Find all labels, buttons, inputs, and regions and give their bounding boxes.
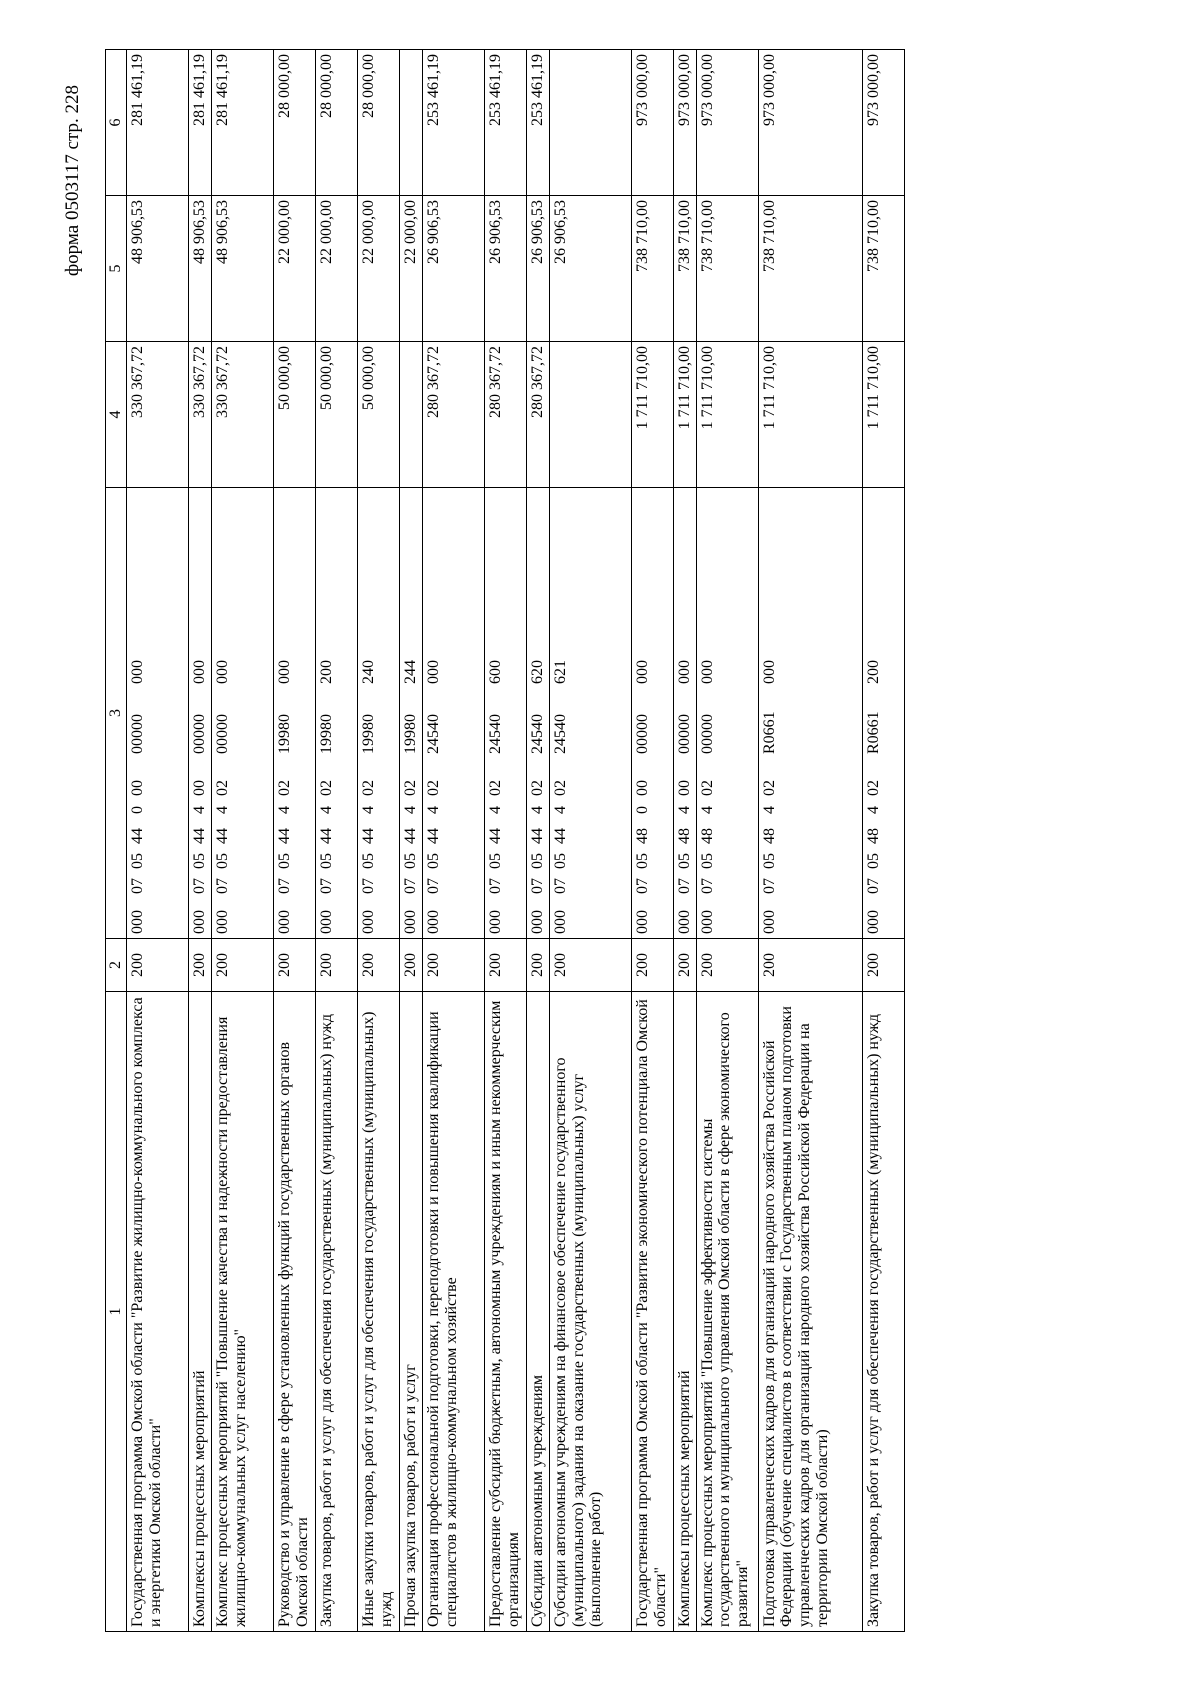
budget-code-part: 07 [275,878,293,894]
budget-code-part: 19980 [275,714,293,754]
table-row [357,50,399,1632]
budget-code-part: 07 [633,878,651,894]
budget-code-part: 48 [675,828,693,844]
budget-code-part: 07 [128,878,146,894]
budget-code-part: 00000 [213,714,231,754]
table-row [696,50,758,1632]
row-name: Комплексы процессных мероприятий [673,992,696,1632]
budget-code-part: 05 [633,853,651,869]
budget-code-part: 4 [698,806,716,814]
row-amount-c5: 48 906,53 [126,196,188,342]
budget-code-part: 44 [213,828,231,844]
budget-code-part: 4 [359,806,377,814]
table-row [484,50,526,1632]
budget-code-part: 000 [698,660,716,684]
row-amount-c5: 22 000,00 [357,196,399,342]
table-row [631,50,673,1632]
row-amount-c6: 253 461,19 [484,50,526,196]
row-amount-c4: 330 367,72 [126,342,188,488]
budget-code-part: 07 [675,878,693,894]
budget-code-part: 00000 [190,714,208,754]
budget-code-part: 4 [213,806,231,814]
budget-code-part: 05 [528,853,546,869]
budget-code-part: 000 [359,910,377,934]
table-row [526,50,549,1632]
budget-code-part: 05 [128,853,146,869]
budget-code-part: 07 [698,878,716,894]
budget-code-part: 44 [424,828,442,844]
budget-code-part: 02 [213,780,231,796]
row-name: Организация профессиональной подготовки, переподготовки и повышения квалификации специалистов в жилищно-коммунальном хозяйстве [422,992,484,1632]
row-code: 200 [549,939,631,992]
row-amount-c4: 1 711 710,00 [862,342,904,488]
row-name: Субсидии автономным учреждениям на финансовое обеспечение государственного (муниципального) задания на оказание государственных (муниципальных) услуг (выполнение работ) [549,992,631,1632]
row-amount-c6: 973 000,00 [696,50,758,196]
budget-code-part: 600 [486,660,504,684]
table-row [549,50,631,1632]
row-amount-c6 [549,50,631,196]
row-name: Государственная программа Омской области "Развитие жилищно-коммунального комплекса и энергетики Омской области" [126,992,188,1632]
budget-code-part: 02 [528,780,546,796]
row-code: 200 [862,939,904,992]
row-amount-c4: 50 000,00 [273,342,315,488]
budget-code-part: 05 [190,853,208,869]
table-row [315,50,357,1632]
row-amount-c5: 738 710,00 [758,196,862,342]
row-amount-c4: 1 711 710,00 [673,342,696,488]
row-amount-c6: 973 000,00 [862,50,904,196]
row-name: Комплекс процессных мероприятий "Повышение эффективности системы государственного и муниципального управления Омской области в сфере экономического развития" [696,992,758,1632]
row-name: Комплекс процессных мероприятий "Повышение качества и надежности предоставления жилищно-коммунальных услуг населению" [211,992,273,1632]
budget-code-part: 4 [275,806,293,814]
column-header: 1 [106,992,127,1632]
row-budget-code [126,488,188,939]
budget-code-part: 07 [317,878,335,894]
budget-code-part: 000 [213,660,231,684]
budget-code-part: 00000 [633,714,651,754]
row-budget-code [399,488,422,939]
row-code: 200 [631,939,673,992]
budget-code-part: 000 [633,660,651,684]
row-amount-c6: 973 000,00 [673,50,696,196]
budget-code-part: 44 [190,828,208,844]
row-budget-code [673,488,696,939]
row-budget-code [526,488,549,939]
budget-code-part: 620 [528,660,546,684]
row-budget-code [357,488,399,939]
table-body [126,50,904,1632]
row-budget-code [273,488,315,939]
budget-code-part: 000 [190,910,208,934]
row-code: 200 [188,939,211,992]
row-amount-c4: 50 000,00 [357,342,399,488]
row-amount-c6: 973 000,00 [758,50,862,196]
budget-code-part: R0661 [864,711,882,754]
budget-code-part: 02 [275,780,293,796]
budget-code-part: 000 [551,910,569,934]
row-amount-c6: 28 000,00 [273,50,315,196]
budget-code-part: 07 [528,878,546,894]
row-name: Прочая закупка товаров, работ и услуг [399,992,422,1632]
row-budget-code [862,488,904,939]
budget-code-part: 02 [551,780,569,796]
row-amount-c4: 280 367,72 [422,342,484,488]
budget-code-part: 000 [528,910,546,934]
budget-code-part: 07 [190,878,208,894]
budget-code-part: 05 [359,853,377,869]
row-amount-c6: 28 000,00 [315,50,357,196]
row-code: 200 [273,939,315,992]
budget-code-part: 44 [317,828,335,844]
budget-code-part: 02 [359,780,377,796]
row-name: Субсидии автономным учреждениям [526,992,549,1632]
row-code: 200 [315,939,357,992]
budget-code-part: 4 [675,806,693,814]
budget-code-part: 07 [486,878,504,894]
budget-code-part: 02 [486,780,504,796]
row-amount-c6: 253 461,19 [422,50,484,196]
row-name: Государственная программа Омской области "Развитие экономического потенциала Омской области" [631,992,673,1632]
row-code: 200 [126,939,188,992]
budget-code-part: 00 [190,780,208,796]
row-budget-code [315,488,357,939]
row-budget-code [631,488,673,939]
column-header: 6 [106,50,127,196]
budget-code-part: 19980 [401,714,419,754]
budget-code-part: 44 [551,828,569,844]
budget-code-part: 48 [760,828,778,844]
budget-code-part: R0661 [760,711,778,754]
budget-code-part: 00000 [675,714,693,754]
budget-code-part: 44 [128,828,146,844]
row-budget-code [188,488,211,939]
budget-code-part: 05 [275,853,293,869]
budget-code-part: 000 [275,660,293,684]
budget-code-part: 000 [190,660,208,684]
budget-code-part: 19980 [359,714,377,754]
form-label: форма 0503117 стр. 228 [62,85,83,277]
budget-code-part: 07 [864,878,882,894]
row-code: 200 [357,939,399,992]
row-code: 200 [422,939,484,992]
header-row [106,50,127,1632]
row-amount-c4: 1 711 710,00 [631,342,673,488]
row-amount-c6: 973 000,00 [631,50,673,196]
budget-code-part: 07 [551,878,569,894]
budget-code-part: 000 [760,660,778,684]
budget-code-part: 05 [698,853,716,869]
budget-code-part: 07 [760,878,778,894]
budget-code-part: 44 [486,828,504,844]
budget-code-part: 4 [486,806,504,814]
table-row [422,50,484,1632]
budget-code-part: 000 [317,910,335,934]
row-name: Закупка товаров, работ и услуг для обеспечения государственных (муниципальных) нужд [315,992,357,1632]
row-code: 200 [673,939,696,992]
budget-code-part: 24540 [424,714,442,754]
table-row [188,50,211,1632]
row-amount-c5: 738 710,00 [862,196,904,342]
column-header: 2 [106,939,127,992]
row-name: Иные закупки товаров, работ и услуг для обеспечения государственных (муниципальных) нужд [357,992,399,1632]
table-row [862,50,904,1632]
budget-code-part: 4 [864,806,882,814]
row-amount-c4: 1 711 710,00 [758,342,862,488]
row-amount-c6: 281 461,19 [211,50,273,196]
row-amount-c5: 26 906,53 [526,196,549,342]
row-name: Подготовка управленческих кадров для организаций народного хозяйства Российской Федерации (обучение специалистов в соответствии с Государственным планом подготовки управленческих кадров для организаций народного хозяйства Российской Федерации на территории Омской области) [758,992,862,1632]
row-code: 200 [211,939,273,992]
budget-code-part: 24540 [528,714,546,754]
row-code: 200 [526,939,549,992]
row-amount-c5: 738 710,00 [673,196,696,342]
budget-code-part: 48 [698,828,716,844]
row-amount-c4: 280 367,72 [526,342,549,488]
table-row [399,50,422,1632]
report-table [105,49,905,1632]
budget-code-part: 000 [213,910,231,934]
budget-code-part: 07 [401,878,419,894]
budget-code-part: 000 [675,660,693,684]
budget-code-part: 05 [551,853,569,869]
budget-code-part: 44 [401,828,419,844]
table-row [673,50,696,1632]
row-amount-c4: 330 367,72 [188,342,211,488]
budget-code-part: 05 [401,853,419,869]
row-amount-c5: 26 906,53 [422,196,484,342]
budget-code-part: 02 [760,780,778,796]
budget-code-part: 00000 [128,714,146,754]
row-amount-c5: 26 906,53 [484,196,526,342]
budget-code-part: 05 [675,853,693,869]
row-amount-c5: 48 906,53 [188,196,211,342]
budget-code-part: 000 [424,910,442,934]
budget-code-part: 44 [359,828,377,844]
budget-code-part: 200 [864,660,882,684]
budget-code-part: 4 [760,806,778,814]
budget-code-part: 000 [128,660,146,684]
budget-code-part: 621 [551,660,569,684]
budget-code-part: 05 [760,853,778,869]
row-code: 200 [758,939,862,992]
row-amount-c4 [399,342,422,488]
row-name: Предоставление субсидий бюджетным, автономным учреждениям и иным некоммерческим организациям [484,992,526,1632]
row-amount-c6: 253 461,19 [526,50,549,196]
row-name: Закупка товаров, работ и услуг для обеспечения государственных (муниципальных) нужд [862,992,904,1632]
budget-code-part: 000 [424,660,442,684]
budget-code-part: 4 [317,806,335,814]
budget-code-part: 240 [359,660,377,684]
budget-code-part: 02 [698,780,716,796]
column-header: 5 [106,196,127,342]
budget-code-part: 000 [698,910,716,934]
row-amount-c4 [549,342,631,488]
budget-code-part: 000 [675,910,693,934]
budget-code-part: 07 [359,878,377,894]
row-amount-c5: 738 710,00 [696,196,758,342]
budget-code-part: 000 [633,910,651,934]
row-amount-c6: 281 461,19 [188,50,211,196]
row-amount-c5: 22 000,00 [315,196,357,342]
budget-code-part: 02 [401,780,419,796]
table-row [758,50,862,1632]
budget-code-part: 000 [275,910,293,934]
budget-code-part: 000 [864,910,882,934]
budget-code-part: 24540 [486,714,504,754]
budget-code-part: 00 [128,780,146,796]
budget-code-part: 000 [486,910,504,934]
budget-code-part: 02 [317,780,335,796]
budget-code-part: 02 [424,780,442,796]
row-amount-c5: 22 000,00 [273,196,315,342]
row-code: 200 [696,939,758,992]
budget-code-part: 200 [317,660,335,684]
budget-code-part: 44 [275,828,293,844]
budget-code-part: 4 [190,806,208,814]
budget-code-part: 00 [675,780,693,796]
row-budget-code [484,488,526,939]
budget-code-part: 48 [864,828,882,844]
row-amount-c5: 48 906,53 [211,196,273,342]
row-budget-code [758,488,862,939]
budget-code-part: 0 [128,806,146,814]
budget-code-part: 4 [424,806,442,814]
budget-code-part: 07 [424,878,442,894]
row-amount-c4: 330 367,72 [211,342,273,488]
row-amount-c5: 738 710,00 [631,196,673,342]
table-row [273,50,315,1632]
row-budget-code [549,488,631,939]
column-header: 4 [106,342,127,488]
budget-code-part: 00 [633,780,651,796]
row-amount-c6 [399,50,422,196]
budget-code-part: 4 [401,806,419,814]
table-row [126,50,188,1632]
budget-code-part: 44 [528,828,546,844]
budget-code-part: 19980 [317,714,335,754]
row-name: Руководство и управление в сфере установленных функций государственных органов Омской области [273,992,315,1632]
budget-code-part: 05 [317,853,335,869]
budget-code-part: 02 [864,780,882,796]
row-amount-c4: 1 711 710,00 [696,342,758,488]
budget-code-part: 00000 [698,714,716,754]
row-amount-c4: 50 000,00 [315,342,357,488]
table-row [211,50,273,1632]
row-amount-c4: 280 367,72 [484,342,526,488]
budget-code-part: 4 [551,806,569,814]
budget-code-part: 000 [128,910,146,934]
column-header: 3 [106,488,127,939]
budget-code-part: 000 [760,910,778,934]
budget-code-part: 05 [486,853,504,869]
row-code: 200 [484,939,526,992]
row-amount-c6: 281 461,19 [126,50,188,196]
budget-code-part: 48 [633,828,651,844]
budget-code-part: 05 [424,853,442,869]
row-amount-c5: 22 000,00 [399,196,422,342]
row-budget-code [696,488,758,939]
budget-code-part: 4 [528,806,546,814]
budget-code-part: 244 [401,660,419,684]
row-amount-c5: 26 906,53 [549,196,631,342]
budget-code-part: 000 [401,910,419,934]
budget-code-part: 05 [213,853,231,869]
budget-code-part: 07 [213,878,231,894]
row-budget-code [422,488,484,939]
budget-code-part: 05 [864,853,882,869]
row-amount-c6: 28 000,00 [357,50,399,196]
row-budget-code [211,488,273,939]
row-code: 200 [399,939,422,992]
budget-code-part: 0 [633,806,651,814]
row-name: Комплексы процессных мероприятий [188,992,211,1632]
budget-code-part: 24540 [551,714,569,754]
